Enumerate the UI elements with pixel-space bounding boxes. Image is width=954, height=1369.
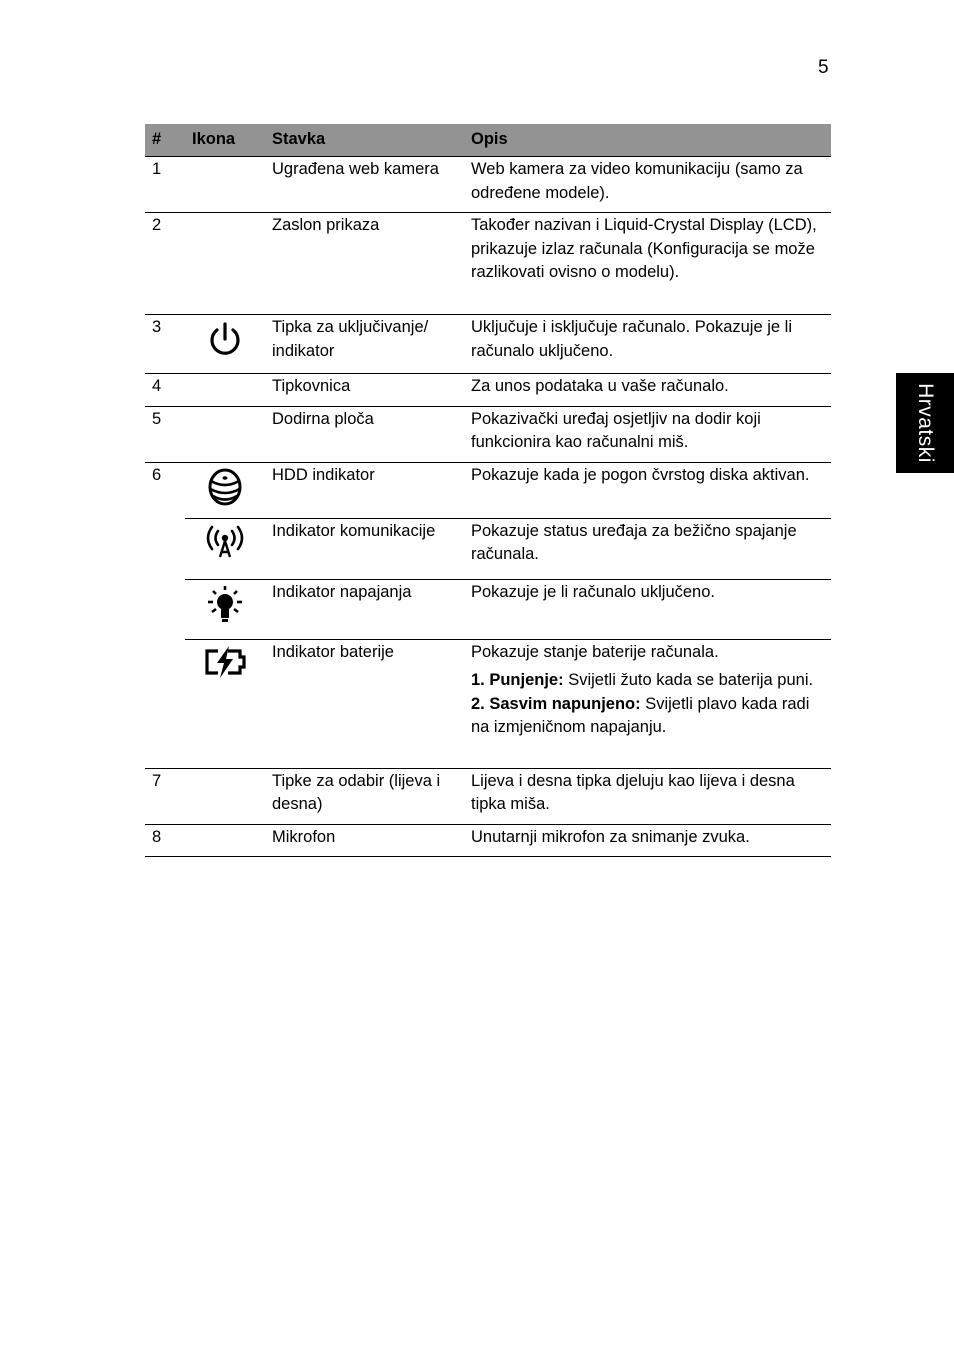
row-icon-cell [185, 406, 265, 462]
row-item: Tipke za odabir (lijeva i desna) [265, 768, 464, 824]
table-row [145, 406, 831, 462]
wireless-icon [202, 523, 248, 561]
row-item: Indikator komunikacije [265, 518, 464, 579]
state-text: Svijetli plavo kada radi na izmjeničnom napajanju. [471, 694, 810, 736]
row-item: Zaslon prikaza [265, 213, 464, 315]
row-icon-cell [185, 315, 265, 374]
row-icon-cell [185, 824, 265, 857]
header-item: Stavka [265, 124, 464, 157]
row-icon-cell [185, 639, 265, 768]
row-number: 3 [145, 315, 185, 374]
row-item: Indikator baterije [265, 639, 464, 768]
table-row [145, 315, 831, 374]
row-number: 4 [145, 374, 185, 407]
header-description: Opis [464, 124, 831, 157]
row-number: 7 [145, 768, 185, 824]
table-row [145, 768, 831, 824]
table-row [145, 579, 831, 639]
row-icon-cell [185, 462, 265, 518]
state-label: 1. Punjenje: [471, 671, 564, 689]
row-description: Pokazuje status uređaja za bežično spajanje računala. [464, 518, 831, 579]
row-description: Unutarnji mikrofon za snimanje zvuka. [464, 824, 831, 857]
header-icon: Ikona [185, 124, 265, 157]
row-number: 1 [145, 157, 185, 213]
row-description [464, 639, 831, 768]
state-label: 2. Sasvim napunjeno: [471, 694, 641, 713]
row-description: Lijeva i desna tipka djeluju kao lijeva i desna tipka miša. [464, 768, 831, 824]
table-row [145, 639, 831, 768]
row-icon-cell [185, 157, 265, 213]
battery-icon [202, 644, 248, 680]
battery-description: Pokazuje stanje baterije računala. [471, 642, 719, 661]
row-icon-cell [185, 579, 265, 639]
header-number: # [145, 124, 185, 157]
row-item: Mikrofon [265, 824, 464, 857]
power-icon [205, 319, 245, 359]
components-table [145, 124, 831, 857]
row-item: Tipka za uključivanje/ indikator [265, 315, 464, 374]
page-number: 5 [818, 57, 829, 78]
table-row [145, 824, 831, 857]
row-number: 6 [145, 462, 185, 768]
row-number: 5 [145, 406, 185, 462]
table-row [145, 157, 831, 213]
row-icon-cell [185, 518, 265, 579]
row-description: Također nazivan i Liquid-Crystal Display (LCD), prikazuje izlaz računala (Konfiguracija se može razlikovati ovisno o modelu). [464, 213, 831, 315]
row-number: 2 [145, 213, 185, 315]
row-item: Tipkovnica [265, 374, 464, 407]
row-item: Indikator napajanja [265, 579, 464, 639]
row-description: Pokazivački uređaj osjetljiv na dodir koji funkcionira kao računalni miš. [464, 406, 831, 462]
row-description: Web kamera za video komunikaciju (samo za određene modele). [464, 157, 831, 213]
row-icon-cell [185, 374, 265, 407]
row-description: Pokazuje je li računalo uključeno. [464, 579, 831, 639]
battery-state-charging [471, 669, 825, 693]
row-item: Dodirna ploča [265, 406, 464, 462]
battery-state-full [471, 693, 825, 740]
hdd-icon [205, 467, 245, 507]
table-header-row [145, 124, 831, 157]
row-item: Ugrađena web kamera [265, 157, 464, 213]
row-item: HDD indikator [265, 462, 464, 518]
language-tab [896, 373, 954, 473]
row-icon-cell [185, 213, 265, 315]
row-description: Pokazuje kada je pogon čvrstog diska aktivan. [464, 462, 831, 518]
row-description: Za unos podataka u vaše računalo. [464, 374, 831, 407]
language-tab-label: Hrvatski [914, 383, 937, 463]
table-row [145, 518, 831, 579]
row-description: Uključuje i isključuje računalo. Pokazuje je li računalo uključeno. [464, 315, 831, 374]
state-text: Svijetli žuto kada se baterija puni. [563, 671, 814, 689]
table-row [145, 213, 831, 315]
table-row [145, 374, 831, 407]
power-indicator-icon [205, 584, 245, 626]
table-row [145, 462, 831, 518]
row-icon-cell [185, 768, 265, 824]
row-number: 8 [145, 824, 185, 857]
